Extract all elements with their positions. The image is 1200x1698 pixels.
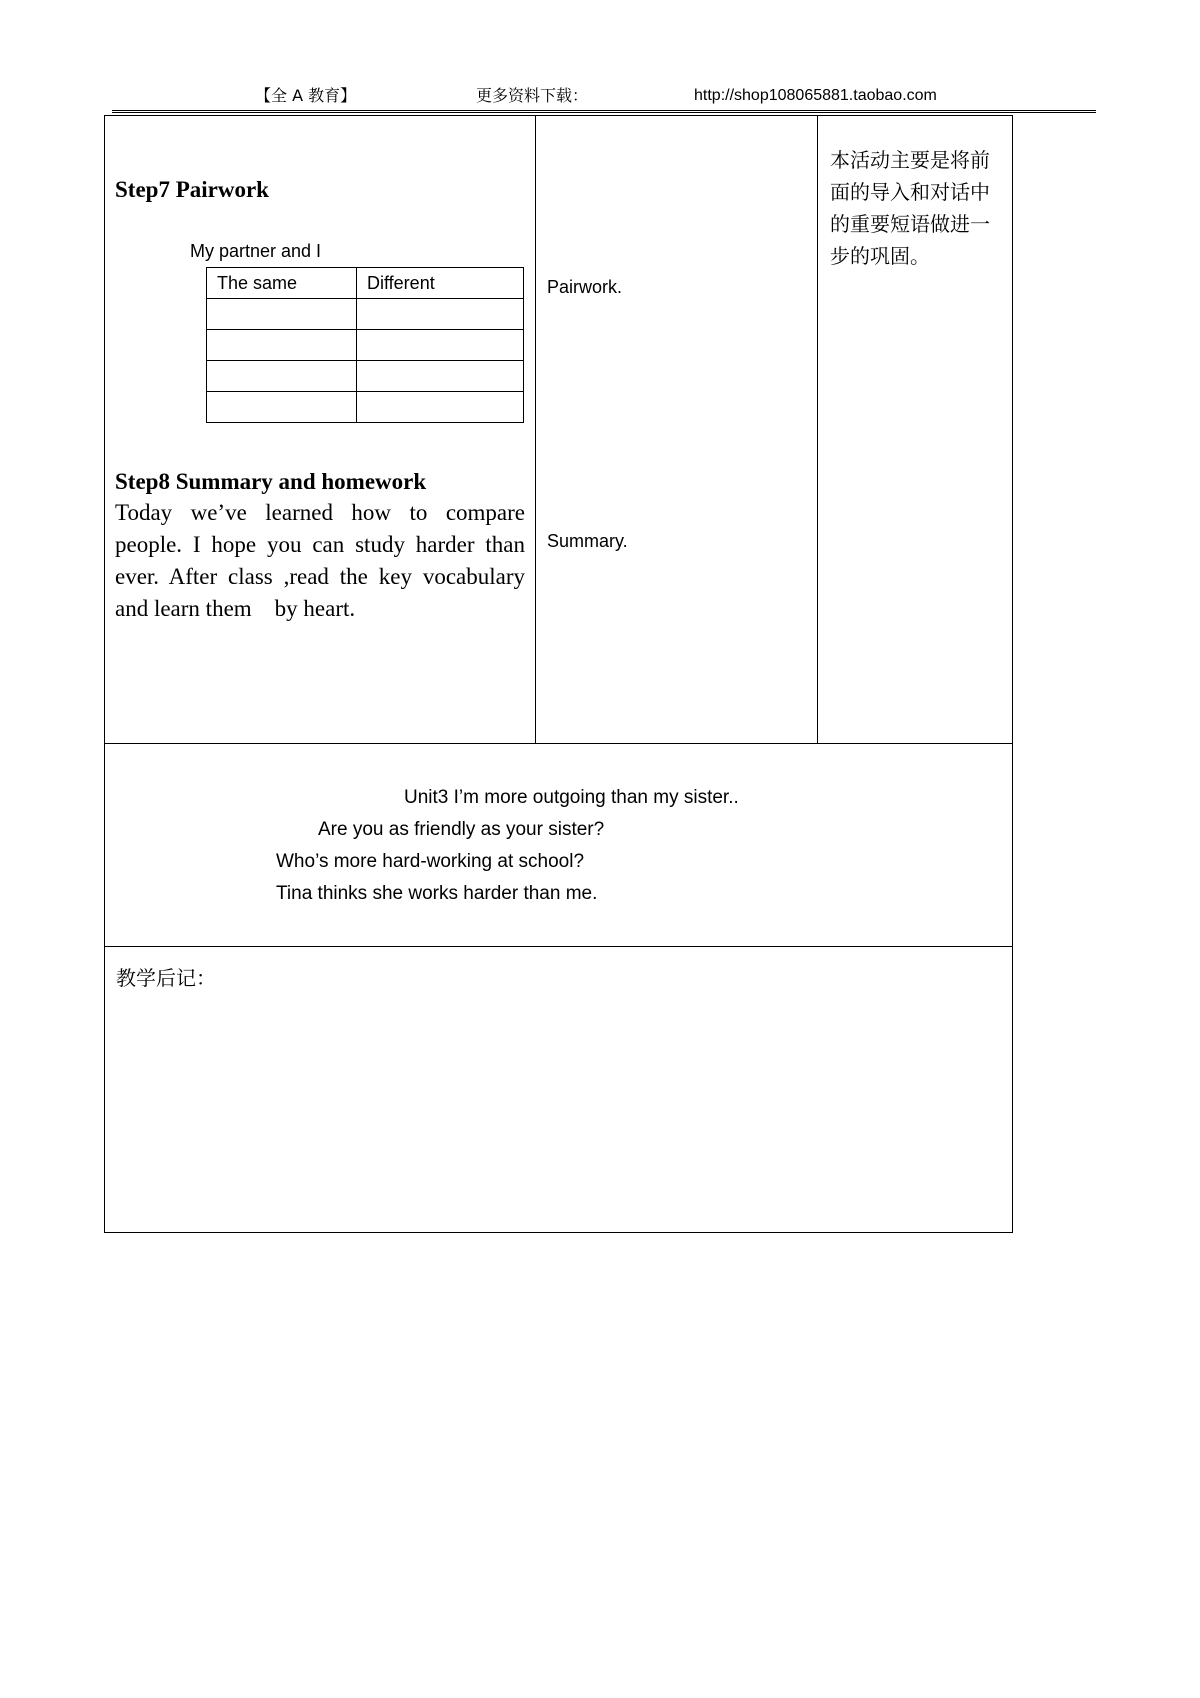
step8-line: ever. After class ,read the key vocabulary — [115, 564, 525, 589]
board-line: Are you as friendly as your sister? — [318, 819, 605, 840]
step7-caption: My partner and I — [190, 241, 322, 261]
board-line: Who’s more hard-working at school? — [276, 851, 585, 872]
reflection-label: 教学后记： — [116, 966, 216, 990]
table-cell[interactable] — [357, 361, 524, 392]
step8-line: Today we’ve learned how to compare — [115, 500, 525, 525]
header-rule-double — [112, 112, 1096, 113]
table-cell[interactable] — [207, 330, 357, 361]
table-row — [207, 330, 524, 361]
header-the-same: The same — [207, 268, 357, 299]
header-different: Different — [357, 268, 524, 299]
table-cell[interactable] — [207, 299, 357, 330]
table-row — [207, 361, 524, 392]
header-rule — [112, 110, 1096, 111]
activity-pairwork: Pairwork. — [547, 277, 623, 297]
step8-paragraph — [115, 497, 525, 625]
table-cell[interactable] — [357, 299, 524, 330]
step7-title: Step7 Pairwork — [115, 177, 269, 202]
design-note-line: 的重要短语做进一 — [830, 212, 990, 236]
table-cell[interactable] — [207, 361, 357, 392]
column-divider-2 — [817, 115, 818, 743]
design-note-line: 步的巩固。 — [830, 244, 930, 268]
header-brand: 【全 A 教育】 — [255, 86, 357, 105]
pairwork-comparison-table — [206, 267, 524, 423]
board-line: Tina thinks she works harder than me. — [276, 883, 598, 904]
step8-line: people. I hope you can study harder than — [115, 532, 525, 557]
table-cell[interactable] — [357, 330, 524, 361]
row-divider-1 — [104, 743, 1013, 744]
design-note-line: 本活动主要是将前 — [830, 148, 990, 172]
table-row — [207, 392, 524, 423]
table-header-row — [207, 268, 524, 299]
table-cell[interactable] — [357, 392, 524, 423]
design-note — [830, 144, 1006, 272]
board-line-title: Unit3 I’m more outgoing than my sister.. — [404, 787, 739, 808]
row-divider-2 — [104, 946, 1013, 947]
header-download-label: 更多资料下载： — [476, 86, 589, 105]
header-url-link[interactable]: http://shop108065881.taobao.com — [694, 87, 937, 104]
step8-title: Step8 Summary and homework — [115, 469, 427, 494]
activity-summary: Summary. — [547, 531, 628, 551]
table-row — [207, 299, 524, 330]
table-cell[interactable] — [207, 392, 357, 423]
column-divider-1 — [535, 115, 536, 743]
step8-line: and learn them by heart. — [115, 596, 356, 621]
design-note-line: 面的导入和对话中 — [830, 180, 990, 204]
